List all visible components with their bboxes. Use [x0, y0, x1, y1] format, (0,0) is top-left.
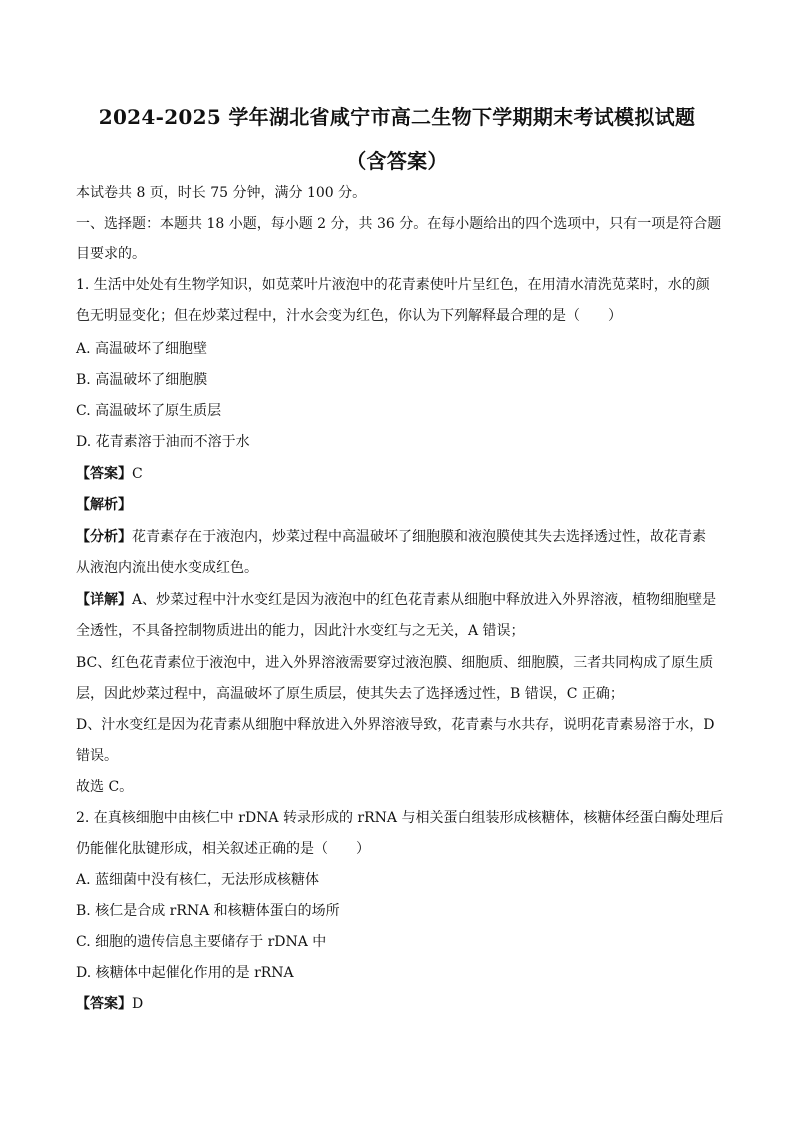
exam-info: 本试卷共 8 页，时长 75 分钟，满分 100 分。 — [76, 185, 367, 201]
q1-answer-value: C — [132, 466, 143, 482]
q2-answer-value: D — [132, 996, 144, 1012]
q1-fenxi-text: 花青素存在于液泡内，炒菜过程中高温破坏了细胞膜和液泡膜使其失去选择透过性，故花青素 — [132, 529, 706, 545]
q1-xiangjie-label: 【详解】 — [76, 592, 132, 608]
q1-xiangjie-line5: D、汁水变红是因为花青素从细胞中释放进入外界溶液导致，花青素与水共存，说明花青素易溶于水，D — [76, 717, 715, 733]
q2-answer-label: 【答案】 — [76, 996, 132, 1012]
q1-fenxi-label: 【分析】 — [76, 529, 132, 545]
q1-stem-line2: 色无明显变化；但在炒菜过程中，汁水会变为红色，你认为下列解释最合理的是（ ） — [76, 308, 622, 324]
section-instructions-line1: 一、选择题：本题共 18 小题，每小题 2 分，共 36 分。在每小题给出的四个选项中，只有一项是符合题 — [76, 216, 722, 232]
q2-option-c: C. 细胞的遗传信息主要储存于 rDNA 中 — [76, 934, 327, 950]
q1-stem-line1: 1. 生活中处处有生物学知识，如苋菜叶片液泡中的花青素使叶片呈红色，在用清水清洗苋菜时，水的颜 — [76, 277, 710, 293]
q2-option-a: A. 蓝细菌中没有核仁，无法形成核糖体 — [76, 872, 320, 888]
q1-xiangjie-line6: 错误。 — [76, 748, 118, 764]
q1-option-c: C. 高温破坏了原生质层 — [76, 403, 222, 419]
q1-answer-label: 【答案】 — [76, 466, 132, 482]
q2-stem-line1: 2. 在真核细胞中由核仁中 rDNA 转录形成的 rRNA 与相关蛋白组装形成核糖体，核糖体经蛋白酶处理后 — [76, 810, 724, 826]
q1-option-d: D. 花青素溶于油而不溶于水 — [76, 434, 250, 450]
q2-answer — [76, 995, 143, 1013]
q1-xiangjie-line4: 层，因此炒菜过程中，高温破坏了原生质层，使其失去了选择透过性，B 错误，C 正确； — [76, 686, 624, 702]
q1-xiangjie-line1 — [76, 591, 716, 609]
q2-option-d: D. 核糖体中起催化作用的是 rRNA — [76, 965, 294, 981]
q1-xiangjie-text: A、炒菜过程中汁水变红是因为液泡中的红色花青素从细胞中释放进入外界溶液，植物细胞壁是 — [132, 592, 717, 608]
q1-xiangjie-line3: BC、红色花青素位于液泡中，进入外界溶液需要穿过液泡膜、细胞质、细胞膜，三者共同构成了原生质 — [76, 655, 714, 671]
q1-option-a: A. 高温破坏了细胞壁 — [76, 341, 208, 357]
q1-conclusion: 故选 C。 — [76, 779, 134, 795]
q1-fenxi-line2: 从液泡内流出使水变成红色。 — [76, 560, 258, 576]
q1-answer — [76, 465, 143, 483]
q1-fenxi-line1 — [76, 528, 706, 546]
q1-analysis-heading: 【解析】 — [76, 497, 132, 513]
q1-xiangjie-line2: 全透性，不具备控制物质进出的能力，因此汁水变红与之无关，A 错误； — [76, 623, 525, 639]
section-instructions-line2: 目要求的。 — [76, 246, 146, 262]
q2-option-b: B. 核仁是合成 rRNA 和核糖体蛋白的场所 — [76, 903, 340, 919]
document-subtitle: （含答案） — [346, 149, 448, 173]
document-title: 2024-2025 学年湖北省咸宁市高二生物下学期期末考试模拟试题 — [98, 105, 696, 129]
q2-stem-line2: 仍能催化肽键形成，相关叙述正确的是（ ） — [76, 841, 370, 857]
q1-option-b: B. 高温破坏了细胞膜 — [76, 372, 208, 388]
